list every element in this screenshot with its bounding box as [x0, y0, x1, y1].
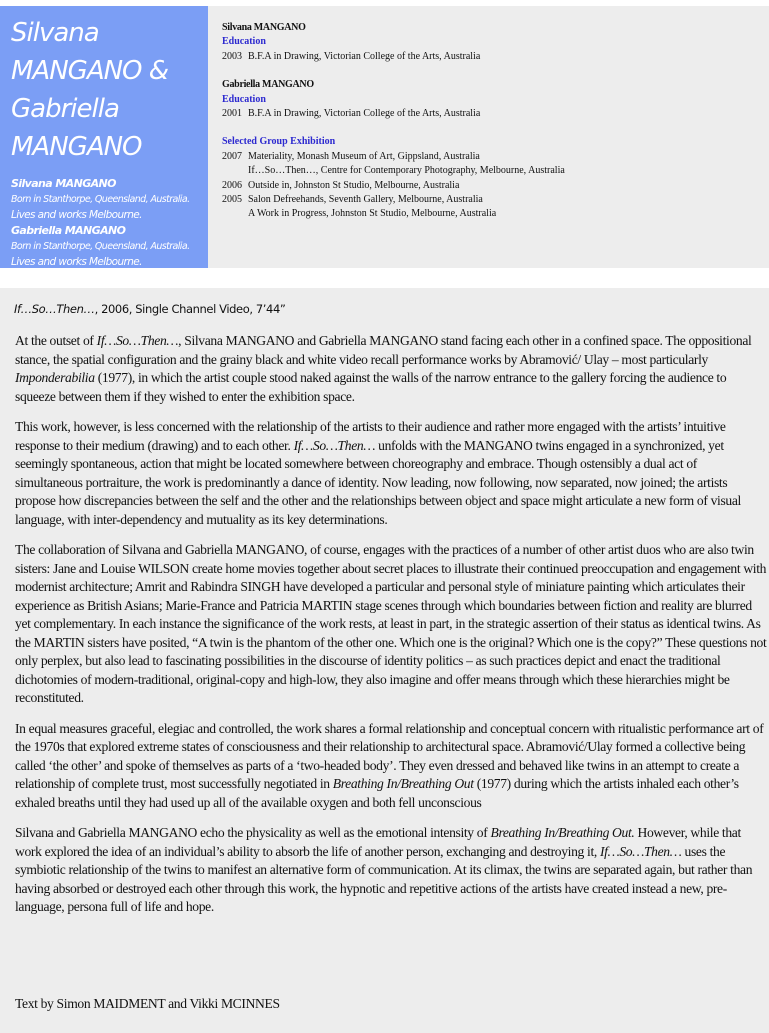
cv-year: [222, 207, 248, 221]
cv-entry: [222, 150, 565, 164]
essay-paragraph: Silvana and Gabriella MANGANO echo the physicality as well as the emotional intensity of Breathing In/Breathing Out. However, while that work explored the idea of an individual’s ability to absorb the life of another person, exchanging and destroying it, If…So…Then… uses the symbiotic relationship of the twins to manifest an alternative form of communication. At its climax, the twins are separated again, but rather than having absorbed or destroyed each other through this work, the hypnotic and repetitive actions of the artists have created instead a new, pre-language, persona full of life and hope.: [15, 825, 753, 914]
page-title: Silvana MANGANO & Gabriella MANGANO: [11, 18, 169, 162]
work-caption: [14, 302, 285, 316]
cv-entry: [222, 164, 565, 178]
work-title: If…So…Then…: [14, 302, 95, 316]
cv-entry-text: A Work in Progress, Johnston St Studio, Melbourne, Australia: [248, 208, 497, 220]
cv-entry: [222, 193, 565, 207]
artist-birthplace: Born in Stanthorpe, Queensland, Australia.: [11, 241, 190, 253]
artist-residence: Lives and works Melbourne.: [11, 208, 142, 221]
cv-entry: [222, 179, 565, 193]
essay-paragraph: In equal measures graceful, elegiac and controlled, the work shares a formal relationship and conceptual concern with ritualistic performance art of the 1970s that explored extreme states of consciousness and their relationship to architectural space. Abramović/Ulay formed a collective being called ‘the other’ and spoke of themselves as parts of a ‘two-headed body’. They even dressed and behaved like twins in an attempt to create a relationship of complete trust, most successfully negotiated in Breathing In/Breathing Out (1977) during which the artists inhaled each other’s exhaled breaths until they had used up all of the available oxygen and both fell unconscious: [15, 720, 764, 810]
cv-year: [222, 164, 248, 178]
artist-panel: [0, 6, 208, 268]
artist-birthplace: Born in Stanthorpe, Queensland, Australia.: [11, 193, 190, 205]
cv-entry-text: Materiality, Monash Museum of Art, Gippsland, Australia: [248, 150, 480, 162]
artist-name: Silvana MANGANO: [11, 177, 116, 190]
cv-entry-text: If…So…Then…, Centre for Contemporary Photography, Melbourne, Australia: [248, 165, 565, 177]
cv-section-heading: Education: [222, 93, 266, 105]
essay: [15, 332, 767, 929]
cv-section-heading: Education: [222, 36, 266, 48]
artist-info: [11, 176, 207, 271]
essay-paragraph: This work, however, is less concerned with the relationship of the artists to their audience and rather more engaged with the artists’ intuitive response to their medium (drawing) and to each other. If…So…Then… unfolds with the MANGANO twins engaged in a synchronized, yet seemingly spontaneous, action that might be located somewhere between choreography and embrace. Though ostensibly a dual act of simultaneous portraiture, the work is predominantly a dance of identity. Now leading, now following, now separated, now joined; the artists propose how discrepancies between the self and the other and the relationships between object and space might articulate a new form of visual language, with inter-dependency and mutuality as its key determinations.: [15, 419, 741, 527]
work-details: , 2006, Single Channel Video, 7’44”: [94, 302, 286, 316]
cv-artist-name: Silvana MANGANO: [222, 22, 306, 33]
cv-entry: [222, 207, 565, 221]
cv-year: 2007: [222, 150, 242, 162]
cv-entry-text: Salon Defreehands, Seventh Gallery, Melbourne, Australia: [248, 194, 483, 206]
cv-section-heading: Selected Group Exhibition: [222, 136, 336, 148]
essay-paragraph: At the outset of If…So…Then…, Silvana MANGANO and Gabriella MANGANO stand facing each other in a confined space. The oppositional stance, the spatial configuration and the grainy black and white video recall performance works by Abramović/ Ulay – most particularly Imponderabilia (1977), in which the artist couple stood naked against the walls of the narrow entrance to the gallery forcing the audience to squeeze between them if they wished to enter the exhibition space.: [15, 333, 752, 404]
cv-year: 2005: [222, 194, 242, 206]
essay-paragraph: The collaboration of Silvana and Gabriella MANGANO, of course, engages with the practices of a number of other artist duos who are also twin sisters: Jane and Louise WILSON create home movies together about secret places to illustrate their continued preoccupation and engagement with modernist architecture; Amrit and Rabindra SINGH have developed a particular and personal style of miniature painting which articulates their experience as British Asians; Marie-France and Patricia MARTIN stage scenes through which boundaries between fiction and reality are blurred yet complementary. In each instance the significance of the work rests, at least in part, in the strategic assertion of their status as identical twins. As the MARTIN sisters have posited, “A twin is the phantom of the other one. Which one is the original? Which one is the copy?” These questions not only perplex, but also lead to fascinating possibilities in the discourse of identity politics – as such practices depict and enact the traditional dichotomies of modern-traditional, original-copy and high-low, they also imagine and offer means through which these hierarchies might be reconstituted.: [15, 542, 767, 705]
cv-artist-name: Gabriella MANGANO: [222, 79, 314, 91]
cv-panel: [222, 21, 565, 222]
cv-year: 2006: [222, 179, 242, 191]
cv-entry: [222, 50, 565, 64]
cv-entry-text: B.F.A in Drawing, Victorian College of the Arts, Australia: [248, 108, 481, 120]
cv-entry: [222, 107, 565, 121]
cv-entry-text: Outside in, Johnston St Studio, Melbourne, Australia: [248, 179, 460, 191]
artist-name: Gabriella MANGANO: [11, 224, 126, 238]
cv-year: 2001: [222, 108, 242, 120]
artist-residence: Lives and works Melbourne.: [11, 255, 142, 268]
essay-credit: Text by Simon MAIDMENT and Vikki MCINNES: [15, 996, 280, 1011]
cv-year: 2003: [222, 50, 242, 62]
cv-entry-text: B.F.A in Drawing, Victorian College of the Arts, Australia: [248, 50, 481, 62]
